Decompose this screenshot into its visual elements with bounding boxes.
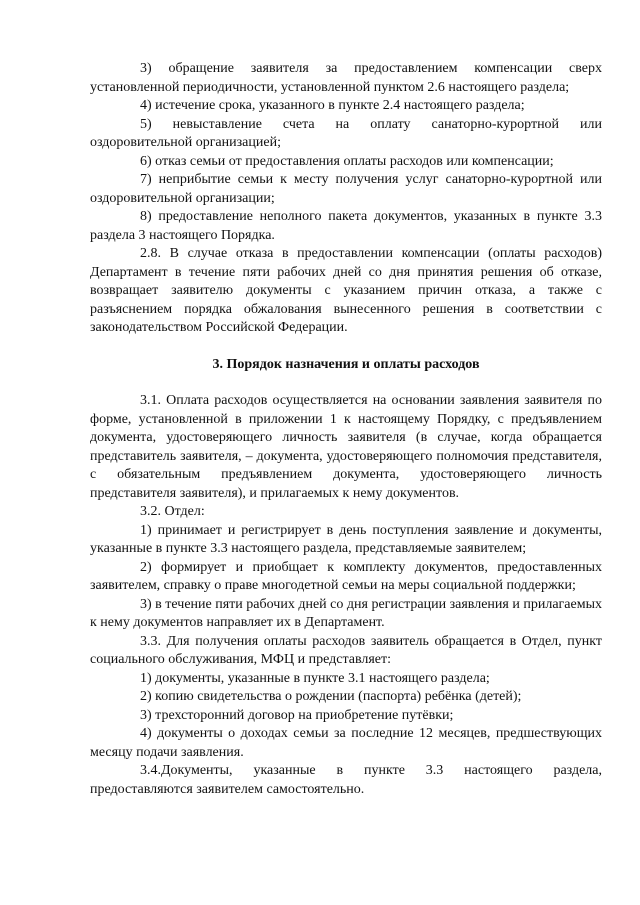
clause-3-2-item-2: 2) формирует и приобщает к комплекту документов, предоставленных заявителем, справку о праве многодетной семьи на меры социальной поддержки; — [90, 559, 602, 593]
section-heading: 3. Порядок назначения и оплаты расходов — [212, 356, 480, 372]
clause-3-2: 3.2. Отдел: — [140, 504, 205, 519]
spacer — [90, 374, 602, 392]
list-item-4: 4) истечение срока, указанного в пункте 2.4 настоящего раздела; — [140, 98, 525, 113]
clause-3-1: 3.1. Оплата расходов осуществляется на основании заявления заявителя по форме, установленной в приложении 1 к настоящему Порядку, с предъявлением документа, удостоверяющего личность заявителя (в случае, когда обращается представитель заявителя, – документа, удостоверяющего полномочия представителя, с обязательным предъявлением документа, удостоверяющего личность представителя заявителя), и прилагаемых к нему документов. — [90, 393, 602, 501]
list-item-7: 7) неприбытие семьи к месту получения услуг санаторно-курортной или оздоровительной организации; — [90, 172, 602, 206]
list-item-8: 8) предоставление неполного пакета документов, указанных в пункте 3.3 раздела 3 настоящего Порядка. — [90, 209, 602, 243]
clause-3-3: 3.3. Для получения оплаты расходов заявитель обращается в Отдел, пункт социального обслуживания, МФЦ и представляет: — [90, 633, 602, 667]
clause-3-2-item-1: 1) принимает и регистрирует в день поступления заявление и документы, указанные в пункте 3.3 настоящего раздела, представляемые заявителем; — [90, 522, 602, 556]
list-item-6: 6) отказ семьи от предоставления оплаты расходов или компенсации; — [140, 153, 554, 169]
clause-3-3-item-1: 1) документы, указанные в пункте 3.1 настоящего раздела; — [140, 670, 490, 686]
clause-2-8: 2.8. В случае отказа в предоставлении компенсации (оплаты расходов) Департамент в течение пяти рабочих дней со дня принятия решения об отказе, возвращает заявителю документы с указанием причин отказа, а также с разъяснением порядка обжалования вынесенного решения в соответствии с законодательством Российской Федерации. — [90, 246, 602, 335]
document-body — [90, 60, 602, 799]
clause-3-3-item-4: 4) документы о доходах семьи за последние 12 месяцев, предшествующих месяцу подачи заявления. — [90, 726, 602, 760]
spacer — [90, 338, 602, 356]
list-item-5: 5) невыставление счета на оплату санаторно-курортной или оздоровительной организацией; — [90, 116, 602, 150]
clause-3-3-item-3: 3) трехсторонний договор на приобретение путёвки; — [140, 707, 454, 723]
list-item-3: 3) обращение заявителя за предоставлением компенсации сверх установленной периодичности, установленной пунктом 2.6 настоящего раздела; — [90, 61, 602, 95]
clause-3-4: 3.4.Документы, указанные в пункте 3.3 настоящего раздела, предоставляются заявителем самостоятельно. — [90, 763, 602, 797]
clause-3-3-item-2: 2) копию свидетельства о рождении (паспорта) ребёнка (детей); — [140, 689, 522, 704]
clause-3-2-item-3: 3) в течение пяти рабочих дней со дня регистрации заявления и прилагаемых к нему документов направляет их в Департамент. — [90, 596, 602, 630]
